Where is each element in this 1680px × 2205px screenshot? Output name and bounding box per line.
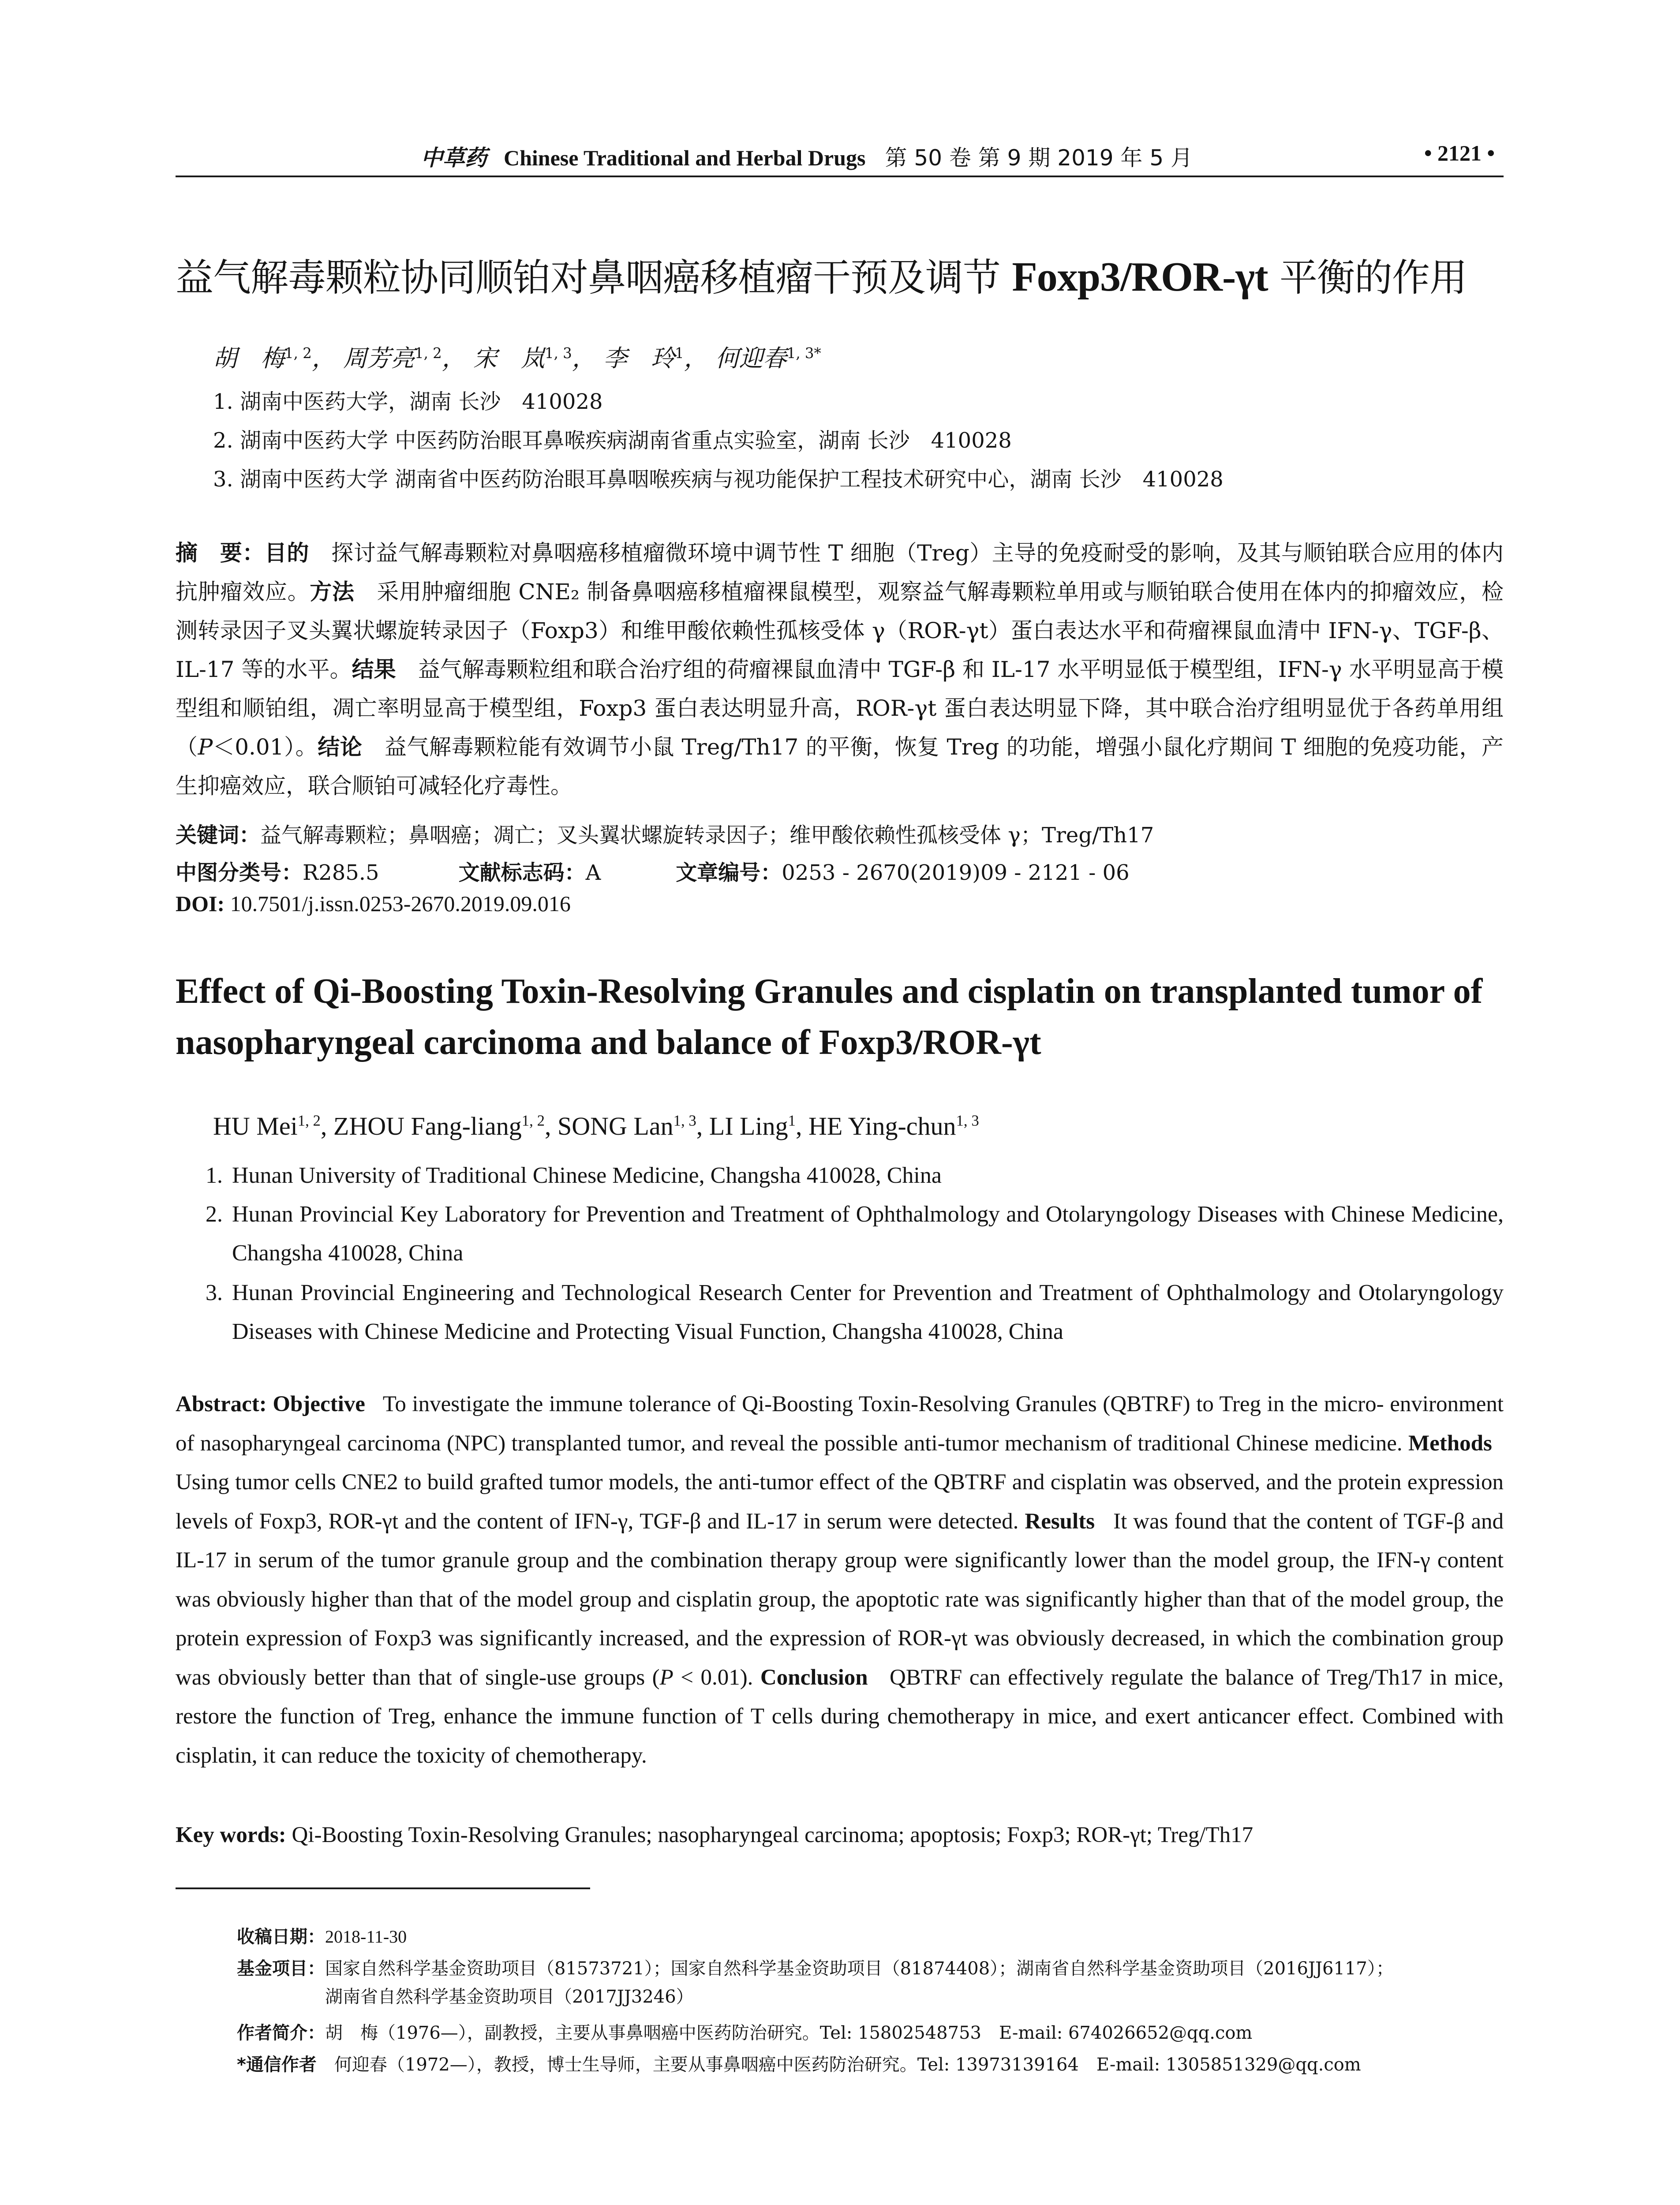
affiliation-cn-1: 1. 湖南中医药大学，湖南 长沙 410028 <box>213 389 603 414</box>
abstract-cn-label: 摘 要： <box>176 540 265 566</box>
author-cn-name: 胡 梅 <box>213 344 284 372</box>
affiliation-en-num: 2. <box>206 1202 223 1227</box>
fund-text-cont: 湖南省自然科学基金资助项目（2017JJ3246） <box>325 1987 694 2007</box>
footnote-author <box>237 2019 1504 2047</box>
affiliation-en-3 <box>206 1274 1504 1351</box>
author-cn-affil: 1, 2 <box>414 345 442 362</box>
journal-header <box>421 140 1193 172</box>
authors-cn: 胡 梅$^{1, 2}$， 周芳亮$^{1, 2}$， 宋 岚$^{1, 3}$， 李 玲$^1$， 何迎春$^{1, 3*}$ <box>213 344 821 372</box>
conclusion-en-text: QBTRF can effectively regulate the balance of Treg/Th17 in mice, restore the function of Treg, enhance the immune function of T cells during chemotherapy in mice, and exert anticancer effect. Combined with cisplatin, it can reduce the toxicity of chemotherapy. <box>176 1665 1504 1768</box>
author-cn-name: 何迎春 <box>715 344 787 372</box>
methods-en-label: Methods <box>1408 1431 1492 1456</box>
classification-line <box>176 856 1130 886</box>
title-cn-part1: 益气解毒颗粒协同顺铂对鼻咽癌移植瘤干预及调节 <box>176 256 1012 300</box>
objective-en-text: To investigate the immune tolerance of Qi-Boosting Toxin-Resolving Granules (QBTRF) to Treg in the micro- environment of nasopharyngeal carcinoma (NPC) transplanted tumor, and reveal the possible anti-tumor mechanism of traditional Chinese medicine. <box>176 1392 1504 1456</box>
methods-cn-label: 方法 <box>310 579 355 605</box>
article-no-value: 0253 - 2670(2019)09 - 2121 - 06 <box>782 860 1130 885</box>
affiliation-en-2 <box>206 1195 1504 1273</box>
author-bio-text: 胡 梅（1976—），副教授，主要从事鼻咽癌中医药防治研究。Tel: 15802548753 E-mail: 674026652@qq.com <box>325 2023 1253 2043</box>
objective-en-label: Objective <box>273 1392 365 1416</box>
affiliation-en-num: 1. <box>206 1163 223 1188</box>
results-cn-text: 益气解毒颗粒组和联合治疗组的荷瘤裸鼠血清中 TGF-β 和 IL-17 水平明显低于模型组，IFN-γ 水平明显高于模型组和顺铂组，凋亡率明显高于模型组，Foxp3 蛋白表达明显升高，ROR-γt 蛋白表达明显下降，其中联合治疗组明显优于各药单用组（ <box>176 657 1504 760</box>
clc-label: 中图分类号： <box>176 860 303 885</box>
results-en-p: P <box>659 1665 673 1690</box>
journal-name-cn: 中草药 <box>421 145 487 171</box>
footnote-corresponding <box>237 2051 1504 2079</box>
footnote-fund <box>237 1955 1504 2011</box>
author-cn-name: 李 玲 <box>603 344 675 372</box>
affiliation-en-text: Hunan University of Traditional Chinese Medicine, Changsha 410028, China <box>232 1163 942 1188</box>
title-cn-part3: 平衡的作用 <box>1268 256 1467 300</box>
results-cn-p: P <box>198 734 213 760</box>
results-en-label: Results <box>1025 1509 1095 1534</box>
keywords-en-text: Qi-Boosting Toxin-Resolving Granules; nasopharyngeal carcinoma; apoptosis; Foxp3; ROR-γt; Treg/Th17 <box>286 1823 1253 1847</box>
doi-line <box>176 891 571 916</box>
author-cn-affil: 1, 3 <box>544 345 572 362</box>
affiliation-en-1 <box>206 1156 1504 1195</box>
page-number: • 2121 • <box>1424 141 1495 165</box>
keywords-en <box>176 1822 1253 1848</box>
keywords-cn-text: 益气解毒颗粒；鼻咽癌；凋亡；叉头翼状螺旋转录因子；维甲酸依赖性孤核受体 γ；Treg/Th17 <box>260 823 1154 848</box>
title-cn-part2: Foxp3/ROR-γt <box>1012 254 1268 300</box>
objective-cn-label: 目的 <box>264 540 309 566</box>
fund-label: 基金项目： <box>237 1958 325 1979</box>
corresponding-text: 何迎春（1972—），教授，博士生导师，主要从事鼻咽癌中医药防治研究。Tel: 13973139164 E-mail: 1305851329@qq.com <box>316 2055 1361 2075</box>
abstract-en <box>176 1385 1504 1775</box>
author-en-name: ZHOU Fang-liang <box>333 1112 522 1140</box>
footnote-received <box>237 1923 1504 1951</box>
methods-cn-text: 采用肿瘤细胞 CNE₂ 制备鼻咽癌移植瘤裸鼠模型，观察益气解毒颗粒单用或与顺铂联合使用在体内的抑瘤效应，检测转录因子叉头翼状螺旋转录因子（Foxp3）和维甲酸依赖性孤核受体 γ（ROR-γt）蛋白表达水平和荷瘤裸鼠血清中 IFN-γ、TGF-β、IL-17 等的水平。 <box>176 579 1504 682</box>
footnote-divider <box>176 1887 590 1889</box>
doi-value: 10.7501/j.issn.0253-2670.2019.09.016 <box>224 891 571 916</box>
affiliation-en-text: Hunan Provincial Key Laboratory for Prevention and Treatment of Ophthalmology and Otolaryngology Diseases with Chinese Medicine, Changsha 410028, China <box>232 1202 1504 1266</box>
author-en-affil: 1, 3 <box>673 1112 696 1129</box>
keywords-en-label: Key words: <box>176 1823 286 1847</box>
received-label: 收稿日期： <box>237 1927 325 1947</box>
author-en-affil: 1, 2 <box>521 1112 545 1129</box>
affiliation-cn-2: 2. 湖南中医药大学 中医药防治眼耳鼻喉疾病湖南省重点实验室，湖南 长沙 410028 <box>213 428 1012 453</box>
doc-code-value: A <box>585 860 601 885</box>
header-divider <box>176 176 1504 177</box>
author-en-name: HU Mei <box>213 1112 298 1140</box>
results-en-text: It was found that the content of TGF-β and IL-17 in serum of the tumor granule group and the combination therapy group were significantly lower than the model group, the IFN-γ content was obviously higher than that of the model group and cisplatin group, the apoptotic rate was significantly higher than that of the model group, the protein expression of Foxp3 was significantly increased, and the expression of ROR-γt was obviously decreased, in which the combination group was obviously better than that of single-use groups ( <box>176 1509 1504 1690</box>
author-cn-affil: 1 <box>674 345 684 362</box>
author-cn-name: 宋 岚 <box>473 344 545 372</box>
journal-issue: 第 50 卷 第 9 期 2019 年 5 月 <box>885 145 1193 171</box>
abstract-cn <box>176 534 1504 805</box>
doc-code-label: 文献标志码： <box>458 860 586 885</box>
author-en-name: SONG Lan <box>557 1112 673 1140</box>
author-cn-affil: 1, 3* <box>786 345 821 362</box>
results-cn-end: ＜0.01）。 <box>213 734 318 760</box>
fund-text: 国家自然科学基金资助项目（81573721）；国家自然科学基金资助项目（81874408）；湖南省自然科学基金资助项目（2016JJ6117）； <box>325 1958 1394 1979</box>
article-no-label: 文章编号： <box>676 860 782 885</box>
conclusion-cn-label: 结论 <box>318 734 363 760</box>
author-cn-affil: 1, 2 <box>284 345 312 362</box>
author-en-affil: 1 <box>788 1112 796 1129</box>
author-en-affil: 1, 3 <box>956 1112 979 1129</box>
results-en-end: < 0.01). <box>673 1665 753 1690</box>
author-en-name: LI Ling <box>709 1112 788 1140</box>
author-en-name: HE Ying-chun <box>808 1112 956 1140</box>
author-en-affil: 1, 2 <box>297 1112 321 1129</box>
objective-cn-text: 探讨益气解毒颗粒对鼻咽癌移植瘤微环境中调节性 T 细胞（Treg）主导的免疫耐受的影响，及其与顺铂联合应用的体内抗肿瘤效应。 <box>176 540 1504 605</box>
conclusion-cn-text: 益气解毒颗粒能有效调节小鼠 Treg/Th17 的平衡，恢复 Treg 的功能，增强小鼠化疗期间 T 细胞的免疫功能，产生抑癌效应，联合顺铂可减轻化疗毒性。 <box>176 734 1504 799</box>
affiliation-cn-3: 3. 湖南中医药大学 湖南省中医药防治眼耳鼻咽喉疾病与视功能保护工程技术研究中心，湖南 长沙 410028 <box>213 467 1224 492</box>
title-en: Effect of Qi-Boosting Toxin-Resolving Granules and cisplatin on transplanted tumor of nasopharyngeal carcinoma and balance of Foxp3/ROR-γt <box>176 972 1483 1062</box>
journal-name-en: Chinese Traditional and Herbal Drugs <box>504 146 866 170</box>
keywords-cn <box>176 818 1154 848</box>
conclusion-en-label: Conclusion <box>760 1665 868 1690</box>
authors-en: HU Mei$^{1, 2}$, ZHOU Fang-liang$^{1, 2}$, SONG Lan$^{1, 3}$, LI Ling$^1$, HE Ying-chun$^{1, 3}$ <box>213 1112 979 1140</box>
affiliation-en-text: Hunan Provincial Engineering and Technological Research Center for Prevention and Treatment of Ophthalmology and Otolaryngology Diseases with Chinese Medicine and Protecting Visual Function, Changsha 410028, China <box>232 1280 1504 1344</box>
abstract-en-label: Abstract: <box>176 1392 267 1416</box>
title-cn <box>176 247 1467 302</box>
received-date: 2018-11-30 <box>325 1927 407 1947</box>
doi-label: DOI: <box>176 891 225 916</box>
keywords-cn-label: 关键词： <box>176 823 261 848</box>
results-cn-label: 结果 <box>352 657 396 682</box>
affiliation-en-num: 3. <box>206 1280 223 1305</box>
clc-value: R285.5 <box>303 860 379 885</box>
running-header <box>176 140 1504 171</box>
methods-en-text: Using tumor cells CNE2 to build grafted tumor models, the anti-tumor effect of the QBTRF and cisplatin was observed, and the protein expression levels of Foxp3, ROR-γt and the content of IFN-γ, TGF-β and IL-17 in serum were detected. <box>176 1470 1504 1534</box>
corresponding-label: *通信作者 <box>237 2055 317 2075</box>
author-cn-name: 周芳亮 <box>343 344 415 372</box>
author-bio-label: 作者简介： <box>237 2023 325 2043</box>
